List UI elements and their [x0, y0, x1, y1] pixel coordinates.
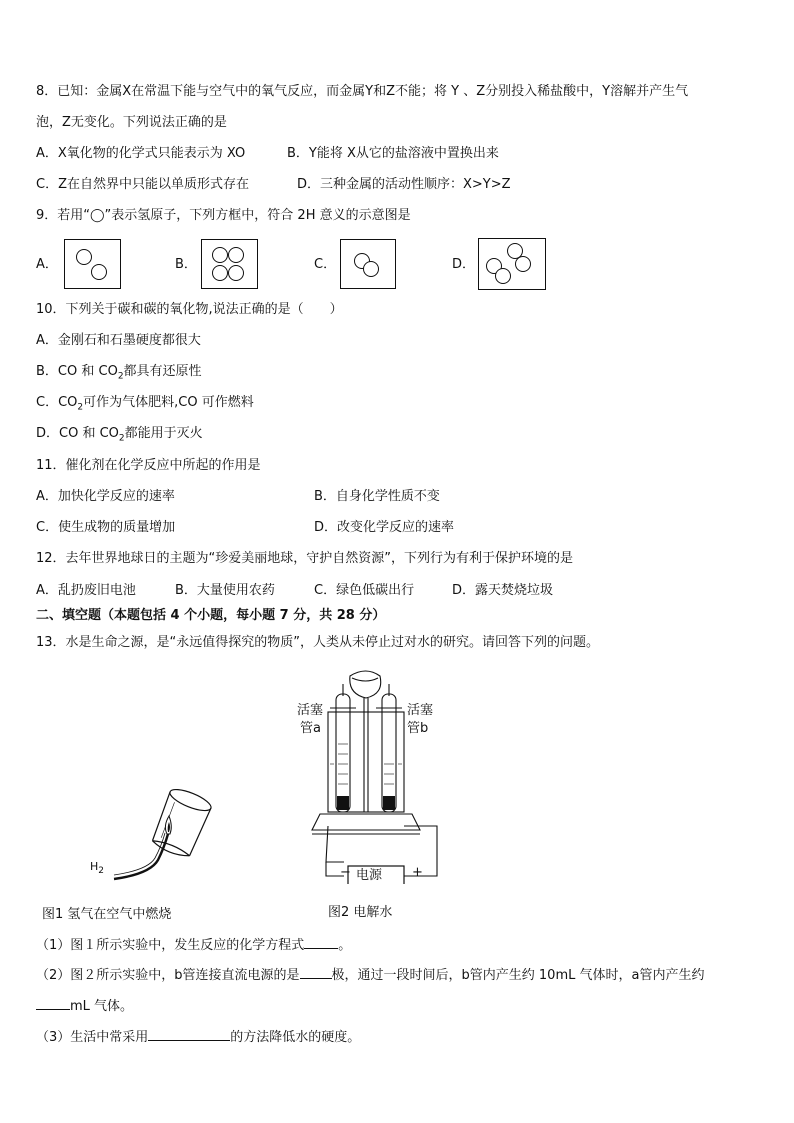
- q10-option-b: B．CO 和 $CO_2$都具有还原性: [36, 364, 202, 382]
- answer-blank[interactable]: [300, 966, 332, 979]
- figure-electrolysis: [300, 664, 450, 884]
- q10-option-a: A．金刚石和石墨硬度都很大: [36, 333, 201, 348]
- q13-sub2-line2: mL 气体。: [36, 997, 133, 1016]
- q12-option-a: A．乱扔废旧电池: [36, 583, 136, 598]
- hydrogen-atom-icon: [76, 249, 92, 265]
- q12-option-d: D．露天焚烧垃圾: [452, 583, 554, 598]
- q8-option-a: A．X氧化物的化学式只能表示为 XO: [36, 146, 246, 161]
- q13-sub1: （1）图１所示实验中，发生反应的化学方程式 。: [36, 938, 352, 953]
- q12-option-c: C．绿色低碳出行: [314, 583, 415, 598]
- q13-sub2: （2）图２所示实验中，b管连接直流电源的是 极，通过一段时间后，b管内产生约 10mL 气体时，a管内产生约: [36, 968, 705, 983]
- q9-box-c: [340, 239, 396, 289]
- q13-sub3: （3）生活中常采用 的方法降低水的硬度。: [36, 1030, 361, 1045]
- figure1-caption: 图1 氢气在空气中燃烧: [42, 907, 172, 922]
- q9-label-c: C．: [314, 257, 337, 272]
- hydrogen-atom-icon: [363, 261, 379, 277]
- q8-option-c: C．Z在自然界中只能以单质形式存在: [36, 177, 249, 192]
- q9-stem: 9．若用“◯”表示氢原子，下列方框中，符合 2H 意义的示意图是: [36, 208, 411, 223]
- stopcock-label-left: 活塞: [297, 703, 324, 718]
- hydrogen-atom-icon: [91, 264, 107, 280]
- q8-option-d: D．三种金属的活动性顺序：X>Y>Z: [297, 177, 511, 192]
- q9-label-a: A．: [36, 257, 58, 272]
- q11-option-d: D．改变化学反应的速率: [314, 520, 455, 535]
- q9-box-d: [478, 238, 546, 290]
- q9-box-b: [201, 239, 258, 289]
- q11-option-c: C．使生成物的质量增加: [36, 520, 176, 535]
- stopcock-label-right: 活塞: [407, 703, 434, 718]
- positive-terminal: +: [412, 865, 423, 880]
- q8-stem-line1: 8．已知：金属X在常温下能与空气中的氧气反应，而金属Y和Z不能；将 Y 、Z分别投入稀盐酸中，Y溶解并产生气: [36, 84, 689, 99]
- q11-stem: 11．催化剂在化学反应中所起的作用是: [36, 458, 261, 473]
- hydrogen-atom-icon: [228, 265, 244, 281]
- q12-option-b: B．大量使用农药: [175, 583, 275, 598]
- q13-stem: 13．水是生命之源，是“永远值得探究的物质”，人类从未停止过对水的研究。请回答下列的问题。: [36, 635, 600, 650]
- answer-blank[interactable]: [36, 997, 70, 1010]
- hydrogen-atom-icon: [495, 268, 511, 284]
- h2-gas-label: $H_2$: [90, 860, 105, 877]
- hydrogen-atom-icon: [515, 256, 531, 272]
- answer-blank[interactable]: [148, 1028, 230, 1041]
- figure2-caption: 图2 电解水: [328, 905, 393, 920]
- hydrogen-atom-icon: [212, 265, 228, 281]
- tube-a-label: 管a: [300, 721, 321, 736]
- q9-box-a: [64, 239, 121, 289]
- q10-stem: 10．下列关于碳和碳的氧化物,说法正确的是（ ）: [36, 302, 343, 317]
- hydrogen-atom-icon: [212, 247, 228, 263]
- negative-terminal: −: [340, 865, 351, 880]
- q12-stem: 12．去年世界地球日的主题为“珍爱美丽地球，守护自然资源”，下列行为有利于保护环境的是: [36, 551, 574, 566]
- tube-b-label: 管b: [407, 721, 429, 736]
- q9-label-b: B．: [175, 257, 197, 272]
- q10-option-d: D．CO 和 $CO_2$都能用于灭火: [36, 426, 203, 444]
- q9-label-d: D．: [452, 257, 476, 272]
- q8-stem-line2: 泡，Z无变化。下列说法正确的是: [36, 115, 227, 130]
- q8-option-b: B．Y能将 X从它的盐溶液中置换出来: [287, 146, 499, 161]
- q11-option-a: A．加快化学反应的速率: [36, 489, 175, 504]
- answer-blank[interactable]: [304, 936, 338, 949]
- hydrogen-atom-icon: [228, 247, 244, 263]
- q11-option-b: B．自身化学性质不变: [314, 489, 440, 504]
- q10-option-c: C．$CO_2$可作为气体肥料,CO 可作燃料: [36, 395, 254, 413]
- section-title: 二、填空题（本题包括 4 个小题，每小题 7 分，共 28 分）: [36, 608, 386, 623]
- power-source-label: 电源: [356, 868, 383, 883]
